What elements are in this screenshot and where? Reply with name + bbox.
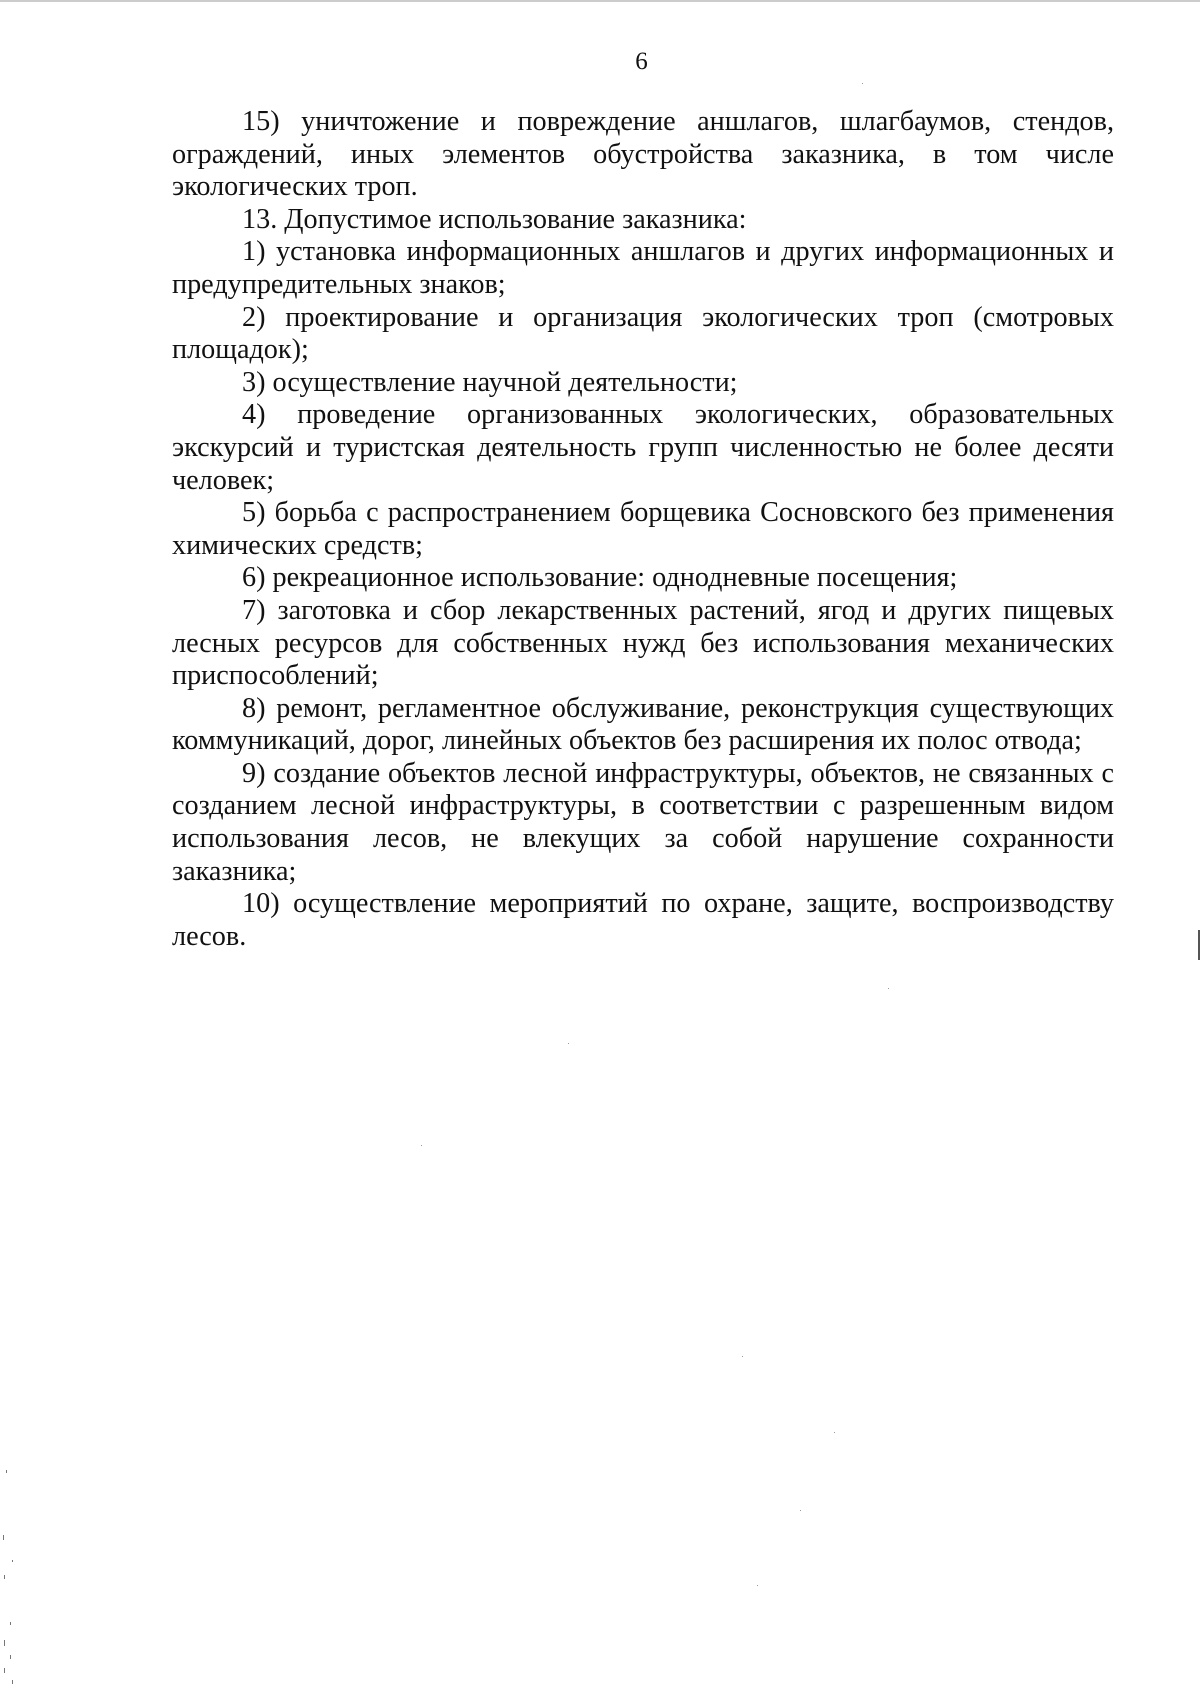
list-item: 5) борьба с распространением борщевика Сосновского без применения химических средств; <box>172 497 1114 561</box>
page-number: 6 <box>635 48 648 75</box>
list-item: 10) осуществление мероприятий по охране, защите, воспроизводству лесов. <box>172 888 1114 952</box>
section-13-heading: 13. Допустимое использование заказника: <box>242 203 747 235</box>
list-item: 2) проектирование и организация экологических троп (смотровых площадок); <box>172 301 1114 366</box>
list-item: 1) установка информационных аншлагов и других информационных и предупредительных знаков; <box>172 236 1114 300</box>
left-edge-dots <box>3 1470 13 1684</box>
document-body <box>172 106 1114 953</box>
paragraph-item-15: 15) уничтожение и повреждение аншлагов, шлагбаумов, стендов, ограждений, иных элементов обустройства заказника, в том числе экологических троп. <box>172 106 1114 203</box>
list-item: 7) заготовка и сбор лекарственных растений, ягод и других пищевых лесных ресурсов для собственных нужд без использования механических приспособлений; <box>172 594 1114 692</box>
list-item: 3) осуществление научной деятельности; <box>242 366 738 398</box>
list-item: 8) ремонт, регламентное обслуживание, реконструкция существующих коммуникаций, дорог, линейных объектов без расширения их полос отвода; <box>172 692 1114 757</box>
list-item: 6) рекреационное использование: однодневные посещения; <box>242 562 958 594</box>
list-item: 4) проведение организованных экологических, образовательных экскурсий и туристская деятельность групп численностью не более десяти человек; <box>172 399 1114 496</box>
list-item: 9) создание объектов лесной инфраструктуры, объектов, не связанных с созданием лесной инфраструктуры, в соответствии с разрешенным видом использования лесов, не влекущих за собой нарушение сохранности заказника; <box>172 757 1114 887</box>
